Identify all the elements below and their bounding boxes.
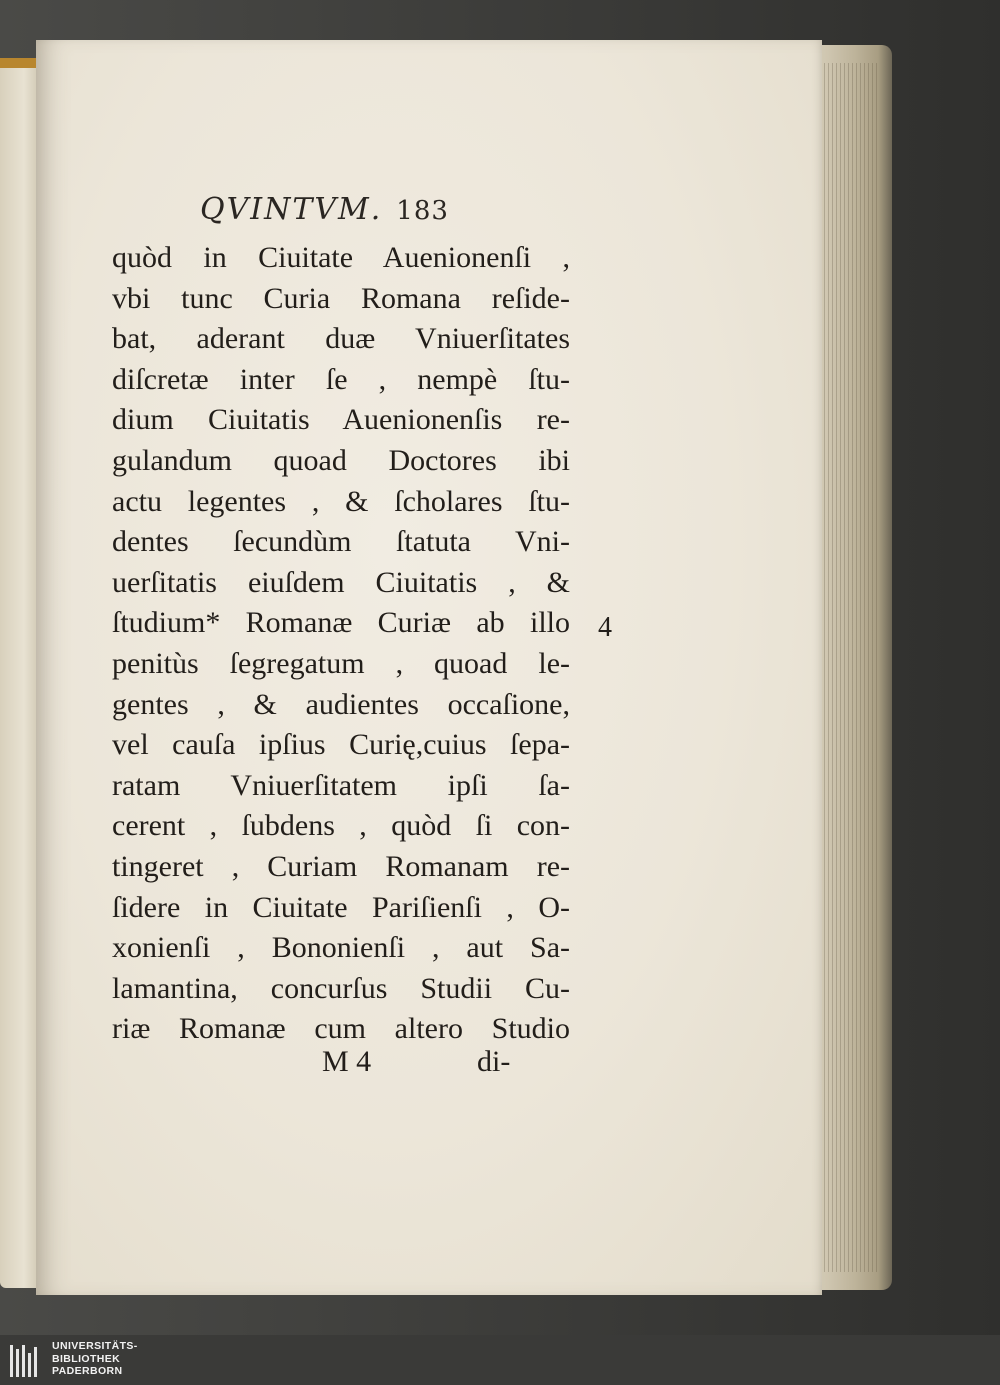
text-line: xonienſi , Bononienſi , aut Sa-	[112, 931, 570, 965]
text-line: uerſitatis eiuſdem Ciuitatis , &	[112, 565, 570, 599]
signature-mark: M 4	[322, 1045, 372, 1078]
library-name-line: UNIVERSITÄTS-	[52, 1340, 138, 1352]
text-line: vbi tunc Curia Romana reſide-	[112, 281, 570, 315]
text-line: ſtudium* Romanæ Curiæ ab illo	[112, 606, 570, 640]
library-logo-bar	[0, 1335, 1000, 1385]
text-line: gulandum quoad Doctores ibi	[112, 443, 570, 477]
text-line: dentes ſecundùm ſtatuta Vni-	[112, 525, 570, 559]
catchword: di-	[477, 1045, 511, 1078]
page-number: 183	[396, 196, 449, 226]
text-line: diſcretæ inter ſe , nempè ſtu-	[112, 362, 570, 396]
library-name-line: PADERBORN	[52, 1365, 123, 1378]
text-line: lamantina, concurſus Studii Cu-	[112, 971, 570, 1005]
page-footer	[322, 1045, 522, 1089]
text-line: cerent , ſubdens , quòd ſi con-	[112, 809, 570, 843]
text-line: quòd in Ciuitate Auenionenſi ,	[112, 241, 570, 274]
text-line: vel cauſa ipſius Curię,cuius ſepa-	[112, 728, 570, 762]
library-name-line: BIBLIOTHEK	[52, 1352, 121, 1365]
running-title: QVINTVM.	[200, 192, 383, 227]
text-line: bat, aderant duæ Vniuerſitates	[112, 322, 570, 356]
text-line: riæ Romanæ cum altero Studio	[112, 1012, 570, 1046]
library-name	[52, 1340, 212, 1378]
text-line: ſidere in Ciuitate Pariſienſi , O-	[112, 890, 570, 924]
margin-note: 4	[598, 612, 612, 643]
text-line: dium Ciuitatis Auenionenſis re-	[112, 403, 570, 437]
text-line: actu legentes , & ſcholares ſtu-	[112, 484, 570, 518]
body-text	[112, 238, 570, 1050]
text-line: ratam Vniuerſitatem ipſi ſa-	[112, 768, 570, 802]
page-header	[200, 192, 580, 238]
text-line: tingeret , Curiam Romanam re-	[112, 849, 570, 883]
previous-page-gilt-edge	[0, 58, 36, 68]
text-line: penitùs ſegregatum , quoad le-	[112, 646, 570, 680]
previous-page-edge	[0, 58, 40, 1288]
library-logo-icon	[8, 1343, 42, 1379]
text-line: gentes , & audientes occaſione,	[112, 687, 570, 721]
